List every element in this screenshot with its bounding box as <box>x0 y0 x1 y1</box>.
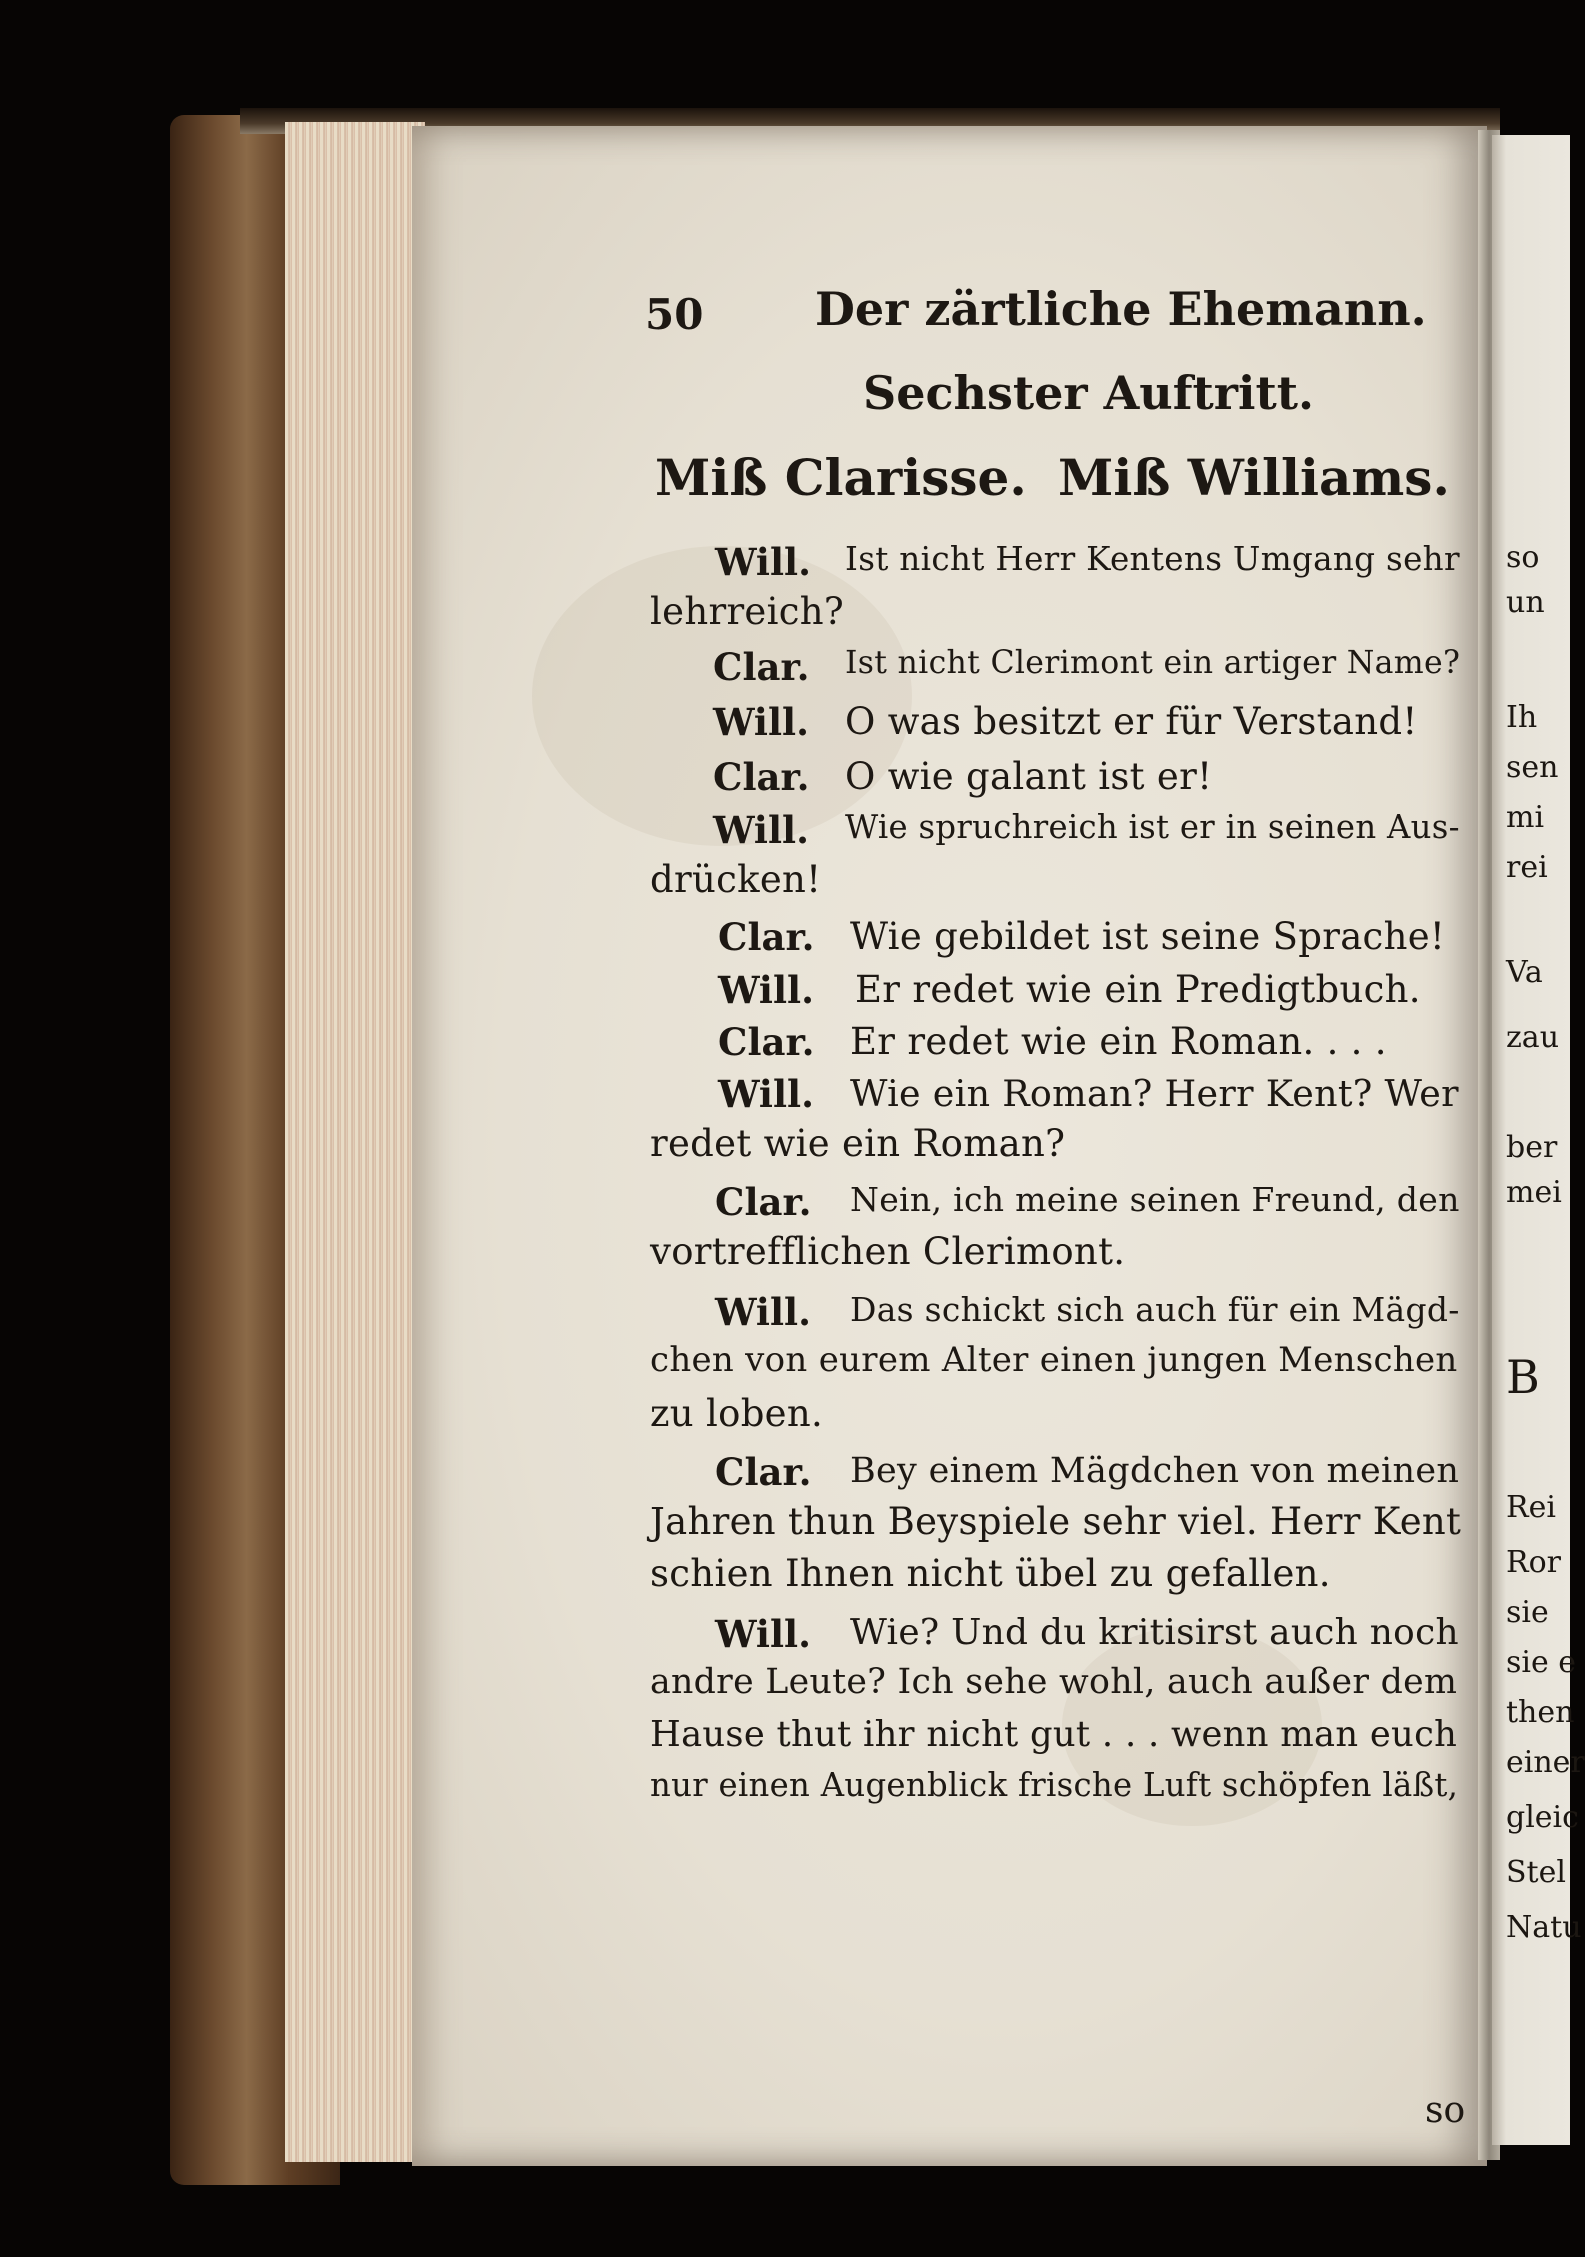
speaker-label: Clar. <box>713 755 810 799</box>
dialogue-line: Wie ein Roman? Herr Kent? Wer <box>850 1072 1459 1115</box>
dialogue-line: O wie galant ist er! <box>845 755 1213 798</box>
dialogue-line: Hause thut ihr nicht gut . . . wenn man euch <box>650 1714 1458 1755</box>
dialogue-line: Wie spruchreich ist er in seinen Aus- <box>845 808 1460 846</box>
facing-page-fragment: mi <box>1506 800 1545 835</box>
speaker-label: Clar. <box>718 1020 815 1064</box>
cast-left: Miß Clarisse. <box>655 448 1027 507</box>
facing-page-fragment: ber <box>1506 1130 1558 1165</box>
dialogue-line: Ist nicht Clerimont ein artiger Name? <box>845 645 1461 681</box>
speaker-label: Will. <box>715 1612 811 1656</box>
dialogue-line: drücken! <box>650 858 822 901</box>
facing-page-fragment: sen <box>1506 750 1559 785</box>
dialogue-line: andre Leute? Ich sehe wohl, auch außer dem <box>650 1662 1458 1702</box>
speaker-label: Will. <box>715 540 811 584</box>
facing-page-fragment: B <box>1506 1350 1540 1404</box>
dialogue-line: redet wie ein Roman? <box>650 1122 1066 1165</box>
dialogue-line: Ist nicht Herr Kentens Umgang sehr <box>845 540 1460 578</box>
cast-right: Miß Williams. <box>1058 448 1450 507</box>
speaker-label: Will. <box>718 968 814 1012</box>
speaker-label: Will. <box>715 1290 811 1334</box>
scene-heading: Sechster Auftritt. <box>863 366 1314 420</box>
dialogue-line: Jahren thun Beyspiele sehr viel. Herr Kent <box>650 1500 1462 1543</box>
facing-page-fragment: Natu <box>1506 1910 1582 1945</box>
dialogue-line: Er redet wie ein Roman. . . . <box>850 1020 1387 1063</box>
dialogue-line: Nein, ich meine seinen Freund, den <box>850 1180 1460 1219</box>
facing-page-fragment: so <box>1506 540 1540 575</box>
facing-page-fragment: Va <box>1506 955 1543 990</box>
speaker-label: Will. <box>713 700 809 744</box>
speaker-label: Clar. <box>715 1450 812 1494</box>
dialogue-line: schien Ihnen nicht übel zu gefallen. <box>650 1552 1331 1595</box>
facing-page-fragment: einer <box>1506 1745 1585 1780</box>
facing-page-fragment: mei <box>1506 1175 1562 1210</box>
facing-page-fragment: Rei <box>1506 1490 1556 1525</box>
facing-page-fragment: Ror <box>1506 1545 1561 1580</box>
facing-page-fragment: Ih <box>1506 700 1538 735</box>
dialogue-line: zu loben. <box>650 1392 824 1435</box>
dialogue-line: vortrefflichen Clerimont. <box>650 1230 1126 1273</box>
facing-page-fragment: Stel <box>1506 1855 1566 1890</box>
dialogue-line: lehrreich? <box>650 590 845 633</box>
dialogue-line: chen von eurem Alter einen jungen Menschen <box>650 1340 1458 1380</box>
page-number: 50 <box>645 290 704 339</box>
running-title: Der zärtliche Ehemann. <box>815 282 1427 336</box>
facing-page-fragment: sie <box>1506 1595 1549 1630</box>
facing-page-fragment: un <box>1506 585 1545 620</box>
speaker-label: Clar. <box>715 1180 812 1224</box>
facing-page-fragment: then <box>1506 1695 1575 1730</box>
facing-page-fragment: rei <box>1506 850 1548 885</box>
speaker-label: Will. <box>718 1072 814 1116</box>
facing-page-fragment: zau <box>1506 1020 1560 1055</box>
speaker-label: Clar. <box>718 915 815 959</box>
facing-page-fragment: sie e <box>1506 1645 1577 1680</box>
dialogue-line: Er redet wie ein Predigtbuch. <box>855 968 1421 1011</box>
speaker-label: Clar. <box>713 645 810 689</box>
dialogue-line: Wie? Und du kritisirst auch noch <box>850 1612 1459 1653</box>
dialogue-line: Wie gebildet ist seine Sprache! <box>850 915 1446 958</box>
catchword: so <box>1425 2090 1466 2131</box>
dialogue-line: Das schickt sich auch für ein Mägd- <box>850 1290 1460 1329</box>
dialogue-line: nur einen Augenblick frische Luft schöpfen läßt, <box>650 1766 1459 1804</box>
speaker-label: Will. <box>713 808 809 852</box>
dialogue-line: O was besitzt er für Verstand! <box>845 700 1418 743</box>
facing-page-fragment: gleic <box>1506 1800 1579 1835</box>
dialogue-line: Bey einem Mägdchen von meinen <box>850 1450 1460 1491</box>
